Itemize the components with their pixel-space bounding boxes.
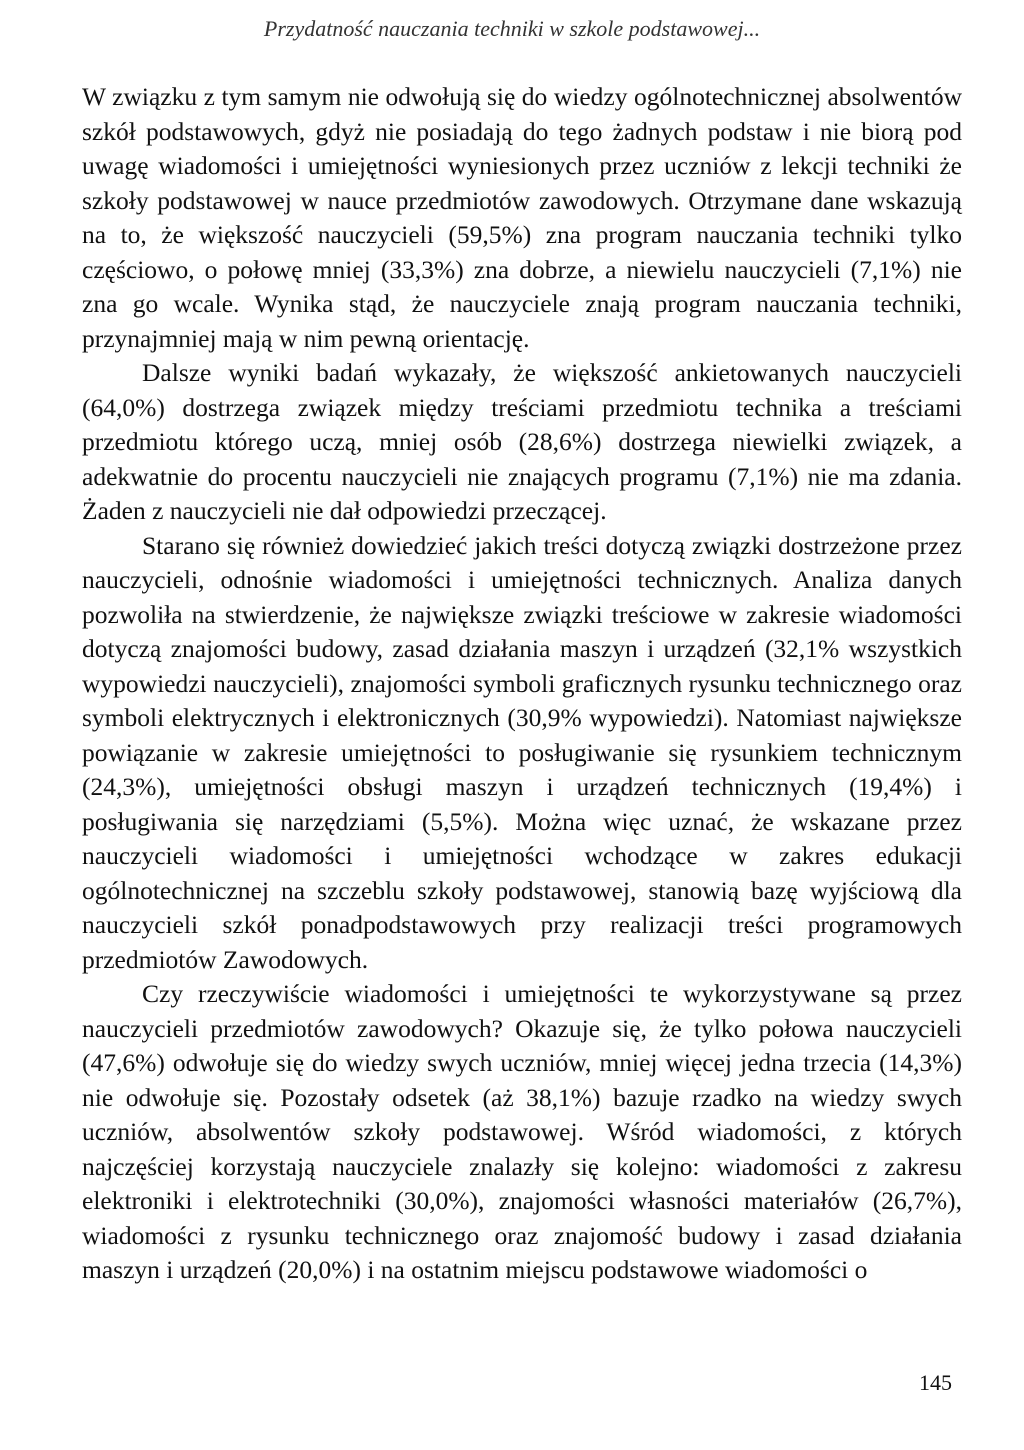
running-header: Przydatność nauczania techniki w szkole podstawowej... — [263, 16, 761, 41]
paragraph: Czy rzeczywiście wiadomości i umiejętności te wykorzystywane są przez nauczycieli przedmiotów zawodowych? Okazuje się, że tylko połowa nauczycieli (47,6%) odwołuje się do wiedzy swych uczniów, mniej więcej jedna trzecia (14,3%) nie odwołuje się. Pozostały odsetek (aż 38,1%) bazuje rzadko na wiedzy swych uczniów, absolwentów szkoły podstawowej. Wśród wiadomości, z których najczęściej korzystają nauczyciele znalazły się kolejno: wiadomości z zakresu elektroniki i elektrotechniki (30,0%), znajomości własności materiałów (26,7%), wiadomości z rysunku technicznego oraz znajomość budowy i zasad działania maszyn i urządzeń (20,0%) i na ostatnim miejscu podstawowe wiadomości o — [82, 979, 962, 1284]
page-number: 145 — [919, 1370, 952, 1395]
page-body — [82, 80, 962, 1288]
paragraph: Dalsze wyniki badań wykazały, że większość ankietowanych nauczycieli (64,0%) dostrzega związek między treściami przedmiotu technika a treściami przedmiotu którego uczą, mniej osób (28,6%) dostrzega niewielki związek, a adekwatnie do procentu nauczycieli nie znających programu (7,1%) nie ma zdania. Żaden z nauczycieli nie dał odpowiedzi przeczącej. — [82, 358, 962, 525]
paragraph: W związku z tym samym nie odwołują się do wiedzy ogólnotechnicznej absolwentów szkół podstawowych, gdyż nie posiadają do tego żadnych podstaw i nie biorą pod uwagę wiadomości i umiejętności wyniesionych przez uczniów z lekcji techniki że szkoły podstawowej w nauce przedmiotów zawodowych. Otrzymane dane wskazują na to, że większość nauczycieli (59,5%) zna program nauczania techniki tylko częściowo, o połowę mniej (33,3%) zna dobrze, a niewielu nauczycieli (7,1%) nie zna go wcale. Wynika stąd, że nauczyciele znają program nauczania techniki, przynajmniej mają w nim pewną orientację. — [82, 82, 962, 353]
paragraph: Starano się również dowiedzieć jakich treści dotyczą związki dostrzeżone przez nauczycieli, odnośnie wiadomości i umiejętności technicznych. Analiza danych pozwoliła na stwierdzenie, że największe związki treściowe w zakresie wiadomości dotyczą znajomości budowy, zasad działania maszyn i urządzeń (32,1% wszystkich wypowiedzi nauczycieli), znajomości symboli graficznych rysunku technicznego oraz symboli elektrycznych i elektronicznych (30,9% wypowiedzi). Natomiast największe powiązanie w zakresie umiejętności to posługiwanie się rysunkiem technicznym (24,3%), umiejętności obsługi maszyn i urządzeń technicznych (19,4%) i posługiwania się narzędziami (5,5%). Można więc uznać, że wskazane przez nauczycieli wiadomości i umiejętności wchodzące w zakres edukacji ogólnotechnicznej na szczeblu szkoły podstawowej, stanowią bazę wyjściową dla nauczycieli szkół ponadpodstawowych przy realizacji treści programowych przedmiotów Zawodowych. — [82, 530, 962, 974]
